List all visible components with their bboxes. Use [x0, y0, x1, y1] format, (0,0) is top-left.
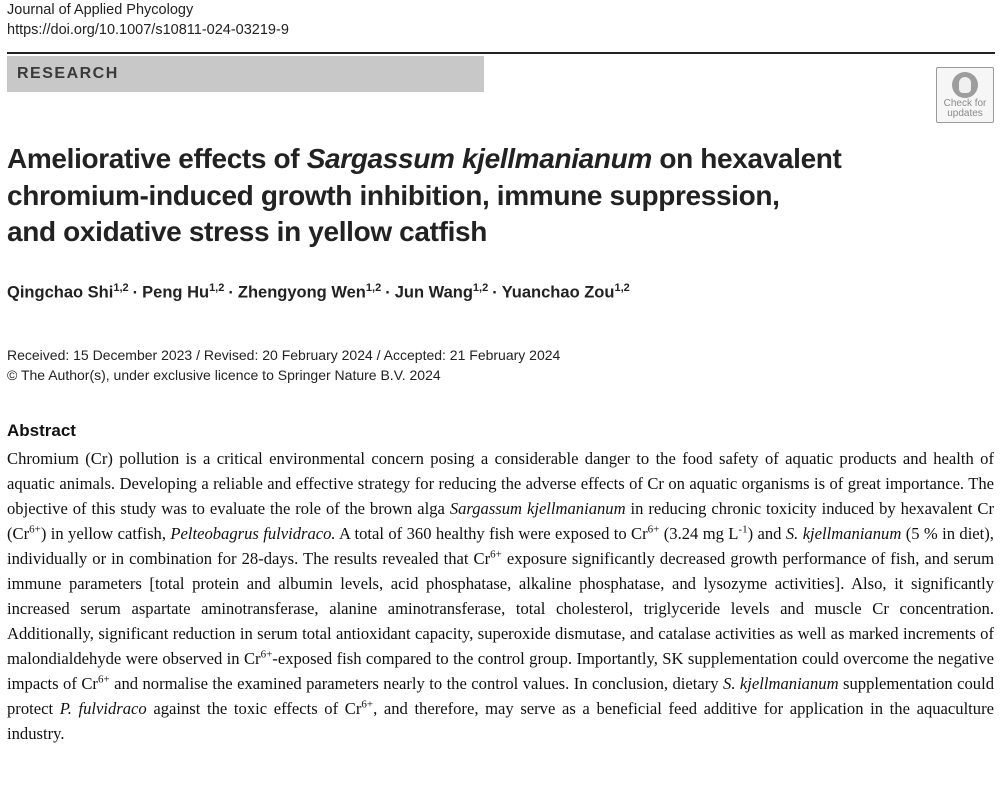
author-list [7, 282, 630, 303]
abstract-segment: ) in yellow catfish, [40, 524, 171, 543]
copyright-notice: © The Author(s), under exclusive licence to Springer Nature B.V. 2024 [7, 367, 441, 383]
abstract-segment: , and therefore, may serve as a beneficial feed additive for application in the aquaculture industry. [7, 699, 994, 743]
abstract-superscript: 6+ [97, 673, 110, 686]
section-banner [7, 56, 484, 92]
author-name[interactable]: Jun Wang [394, 283, 473, 302]
abstract-superscript: -1 [738, 523, 748, 536]
abstract-segment: and normalise the examined parameters nearly to the control values. In conclusion, dietary [109, 674, 724, 693]
author-name[interactable]: Peng Hu [142, 283, 210, 302]
check-for-updates-label: Check for updates [943, 98, 987, 119]
doi-link[interactable]: https://doi.org/10.1007/s10811-024-03219-9 [7, 22, 289, 38]
abstract-italic: S. kjellmanianum [723, 674, 839, 693]
author-affiliation: 1,2 [209, 282, 225, 294]
abstract-superscript: 6+ [647, 523, 660, 536]
abstract-segment: (3.24 mg L [659, 524, 739, 543]
abstract-segment: in reducing chronic toxicity induced by hexavalent Cr (Cr [7, 499, 995, 543]
author-affiliation: 1,2 [472, 282, 489, 294]
author-affiliation: 1,2 [614, 282, 630, 294]
abstract-italic: P. fulvidraco [59, 699, 147, 718]
article-dates: Received: 15 December 2023 / Revised: 20 February 2024 / Accepted: 21 February 2024 [7, 347, 561, 363]
header-rule [7, 52, 995, 54]
abstract-heading: Abstract [7, 421, 76, 440]
author-affiliation: 1,2 [113, 282, 129, 294]
crossmark-icon [952, 72, 978, 98]
article-title: Ameliorative effects of Sargassum kjellmanianum on hexavalent chromium-induced growth inhibition, immune suppression, and oxidative stress in yellow catfish [7, 143, 842, 247]
check-for-updates-button[interactable] [936, 67, 994, 123]
section-label: RESEARCH [17, 65, 119, 82]
author-affiliation: 1,2 [365, 282, 382, 294]
title-species: Sargassum kjellmanianum [306, 143, 652, 174]
author-name[interactable]: Qingchao Shi [7, 283, 114, 302]
journal-name: Journal of Applied Phycology [7, 2, 194, 18]
abstract-segment: -exposed fish compared to the control group. Importantly, SK supplementation could overcome the negative impacts of Cr [7, 649, 994, 693]
abstract-segment: ) and [747, 524, 786, 543]
abstract-superscript: 6+ [490, 548, 502, 561]
abstract-segment: Chromium (Cr) pollution is a critical environmental concern posing a considerable danger to the food safety of aquatic products and health of aquatic animals. Developing a reliable and effective strategy for reducing the adverse effects of Cr on aquatic organisms is of great importance. The objective of this study was to evaluate the role of the brown alga [7, 449, 994, 518]
author-separator: · [228, 283, 234, 302]
author-name[interactable]: Zhengyong Wen [237, 283, 366, 302]
abstract-superscript: 6+ [260, 648, 273, 661]
abstract-segment: supplementation could protect [7, 674, 995, 718]
abstract-text [7, 446, 994, 746]
abstract-superscript: 6+ [361, 698, 374, 711]
abstract-italic: Pelteobagrus fulvidraco. [170, 524, 336, 543]
abstract-segment: exposure significantly decreased growth performance of fish, and serum immune parameters [total protein and albumin levels, acid phosphatase, alkaline phosphatase, and lysozyme activities]. Also, it significantly increased serum aspartate aminotransferase, alanine aminotransferase, total cholesterol, triglyceride levels and muscle Cr concentration. Additionally, significant reduction in serum total antioxidant capacity, superoxide dismutase, and catalase activities as well as marked increments of malondialdehyde were observed in Cr [7, 549, 994, 668]
author-separator: · [385, 283, 391, 302]
abstract-italic: Sargassum kjellmanianum [449, 499, 626, 518]
abstract-italic: S. kjellmanianum [785, 524, 902, 543]
author-separator: · [492, 283, 498, 302]
abstract-segment: A total of 360 healthy fish were exposed to Cr [335, 524, 648, 543]
author-separator: · [132, 283, 139, 302]
abstract-segment: against the toxic effects of Cr [146, 699, 362, 718]
abstract-superscript: 6+ [29, 523, 41, 536]
abstract-segment: (5 % in diet), individually or in combination for 28-days. The results revealed that Cr [7, 524, 994, 568]
author-name[interactable]: Yuanchao Zou [501, 283, 615, 302]
